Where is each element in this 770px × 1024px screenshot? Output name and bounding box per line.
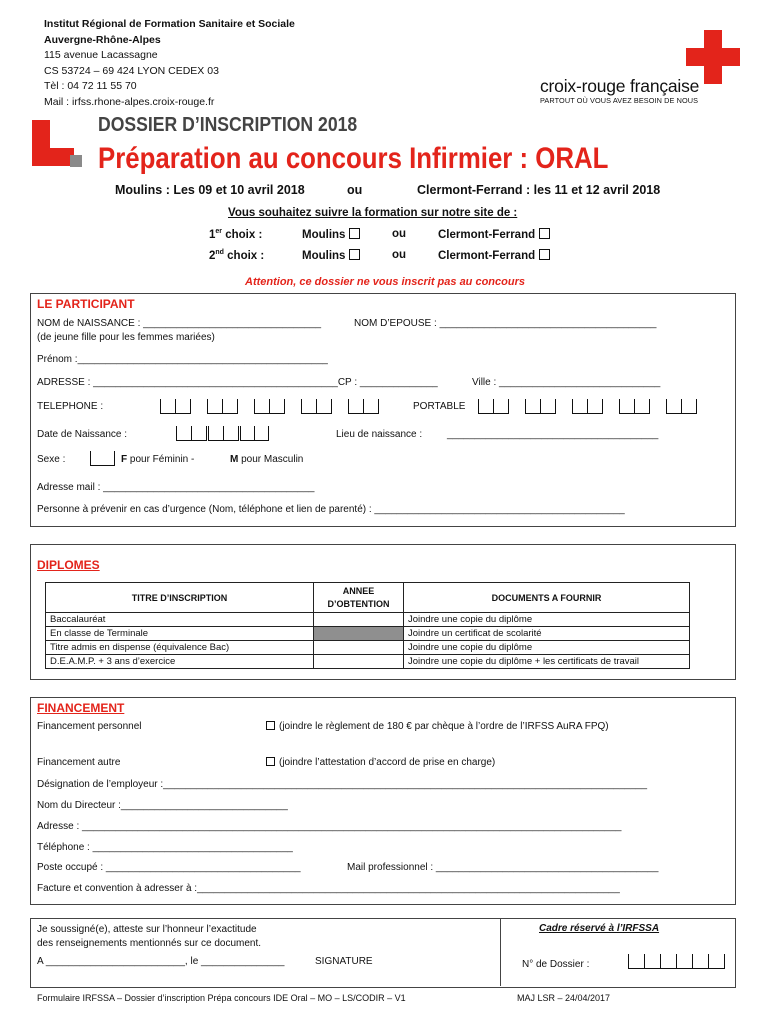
checkbox-icon <box>349 228 360 239</box>
adresse-field[interactable]: ADRESSE : ____________________________________________CP : ______________ <box>37 377 438 388</box>
title-decoration-cut <box>50 120 92 148</box>
poste-field[interactable]: Poste occupé : ___________________________________ <box>37 862 301 873</box>
checkbox-icon <box>539 228 550 239</box>
diplomes-title: DIPLOMES <box>37 558 100 572</box>
prenom-field[interactable]: Prénom :_____________________________________________ <box>37 354 328 365</box>
title-decoration-grey <box>70 155 82 167</box>
financement-autre-option[interactable]: (joindre l’attestation d’accord de prise en charge) <box>266 757 495 768</box>
financement-perso-label: Financement personnel <box>37 721 142 732</box>
sexe-label: Sexe : <box>37 454 66 465</box>
footer-right: MAJ LSR – 24/04/2017 <box>517 993 611 1003</box>
titre-cell: En classe de Terminale <box>46 627 314 641</box>
portable-label: PORTABLE <box>413 401 466 412</box>
titre-cell: Baccalauréat <box>46 613 314 627</box>
header-titre: TITRE D’INSCRIPTION <box>46 583 314 613</box>
organisation-block <box>44 17 295 110</box>
telephone-label: TELEPHONE : <box>37 401 104 412</box>
annee-cell[interactable] <box>314 655 404 669</box>
choice-2-label: 2nd choix : <box>209 249 265 262</box>
cadre-reserve: Cadre réservé à l’IRFSSA <box>539 923 660 934</box>
employeur-field[interactable]: Désignation de l’employeur :_______________________________________________________________________________________ <box>37 779 648 790</box>
dates-ou: ou <box>347 183 363 197</box>
checkbox-icon <box>539 249 550 260</box>
org-phone: Tèl : 04 72 11 55 70 <box>44 80 137 92</box>
attestation-line-2: des renseignements mentionnés sur ce document. <box>37 938 262 949</box>
titre-cell: Titre admis en dispense (équivalence Bac) <box>46 641 314 655</box>
lieu-naissance-label: Lieu de naissance : <box>336 429 423 440</box>
org-address-2: CS 53724 – 69 424 LYON CEDEX 03 <box>44 64 219 77</box>
header-annee: ANNEE D’OBTENTION <box>314 583 404 613</box>
doc-cell: Joindre un certificat de scolarité <box>404 627 690 641</box>
org-address-1: 115 avenue Lacassagne <box>44 49 158 61</box>
annee-cell-disabled <box>314 627 404 641</box>
logo-name: croix-rouge française <box>540 76 700 96</box>
choice-1-label: 1er choix : <box>209 228 263 241</box>
mail-pro-field[interactable]: Mail professionnel : ________________________________________ <box>347 862 659 873</box>
facture-field[interactable]: Facture et convention à adresser à :____________________________________________________________________________ <box>37 883 620 894</box>
dossier-number-cells[interactable] <box>628 954 724 969</box>
sexe-masculin: M pour Masculin <box>230 454 304 465</box>
site-question: Vous souhaitez suivre la formation sur notre site de : <box>228 207 518 219</box>
doc-cell: Joindre une copie du diplôme + les certificats de travail <box>404 655 690 669</box>
lieu-date-field[interactable]: A _________________________, le _______________ <box>37 956 285 967</box>
header-documents: DOCUMENTS A FOURNIR <box>404 583 690 613</box>
choice-1-clermont[interactable]: Clermont-Ferrand <box>438 228 550 241</box>
mail-field[interactable]: Adresse mail : ______________________________________ <box>37 482 315 493</box>
annee-cell[interactable] <box>314 641 404 655</box>
ville-field[interactable]: Ville : _____________________________ <box>472 377 661 388</box>
sexe-cell[interactable] <box>90 451 114 466</box>
warning-text: Attention, ce dossier ne vous inscrit pas au concours <box>245 276 525 288</box>
table-row <box>46 613 690 627</box>
financement-autre-label: Financement autre <box>37 757 121 768</box>
logo-tagline: PARTOUT OÙ VOUS AVEZ BESOIN DE NOUS <box>540 96 699 105</box>
dates-moulins: Moulins : Les 09 et 10 avril 2018 <box>115 183 305 197</box>
org-name: Institut Régional de Formation Sanitaire et Sociale <box>44 18 295 30</box>
sexe-feminin: F pour Féminin - <box>121 454 195 465</box>
lieu-naissance-field[interactable]: ______________________________________ <box>447 429 659 440</box>
checkbox-icon <box>266 757 275 766</box>
choice-2-ou: ou <box>392 249 407 261</box>
signature-divider <box>500 918 501 986</box>
jeune-fille-note: (de jeune fille pour les femmes mariées) <box>37 332 215 343</box>
telephone-cells[interactable] <box>160 399 378 414</box>
org-mail: Mail : irfss.rhone-alpes.croix-rouge.fr <box>44 95 215 108</box>
checkbox-icon <box>349 249 360 260</box>
diplomes-table <box>45 582 690 669</box>
nom-naissance-field[interactable]: NOM de NAISSANCE : ________________________________ <box>37 318 322 329</box>
portable-cells[interactable] <box>478 399 696 414</box>
choice-1-moulins[interactable]: Moulins <box>302 228 360 241</box>
checkbox-icon <box>266 721 275 730</box>
footer-left: Formulaire IRFSSA – Dossier d’inscription Prépa concours IDE Oral – MO – LS/CODIR – V1 <box>37 993 406 1003</box>
date-naissance-cells[interactable] <box>176 426 268 441</box>
titre-cell: D.E.A.M.P. + 3 ans d’exercice <box>46 655 314 669</box>
choice-2-moulins[interactable]: Moulins <box>302 249 360 262</box>
annee-cell[interactable] <box>314 613 404 627</box>
financement-perso-option[interactable]: (joindre le règlement de 180 € par chèque à l’ordre de l’IRFSS AuRA FPQ) <box>266 721 609 732</box>
signature-label: SIGNATURE <box>315 956 373 967</box>
urgence-field[interactable]: Personne à prévenir en cas d’urgence (Nom, téléphone et lien de parenté) : _____________________________________________ <box>37 504 625 515</box>
financement-title: FINANCEMENT <box>37 701 125 715</box>
nom-epouse-field[interactable]: NOM D’EPOUSE : _______________________________________ <box>354 318 657 329</box>
date-naissance-label: Date de Naissance : <box>37 429 128 440</box>
participant-title: LE PARTICIPANT <box>37 297 135 311</box>
doc-cell: Joindre une copie du diplôme <box>404 613 690 627</box>
doc-cell: Joindre une copie du diplôme <box>404 641 690 655</box>
dossier-title: DOSSIER D’INSCRIPTION 2018 <box>98 114 358 136</box>
directeur-field[interactable]: Nom du Directeur :______________________________ <box>37 800 288 811</box>
fin-telephone-field[interactable]: Téléphone : ____________________________________ <box>37 842 293 853</box>
dossier-number-label: N° de Dossier : <box>522 959 590 970</box>
org-region: Auvergne-Rhône-Alpes <box>44 33 161 46</box>
table-row <box>46 627 690 641</box>
choice-1-ou: ou <box>392 228 407 240</box>
attestation-line-1: Je soussigné(e), atteste sur l’honneur l’exactitude <box>37 924 257 935</box>
table-row <box>46 655 690 669</box>
fin-adresse-field[interactable]: Adresse : _________________________________________________________________________________________________ <box>37 821 622 832</box>
table-row <box>46 641 690 655</box>
main-title: Préparation au concours Infirmier : ORAL <box>98 142 609 175</box>
choice-2-clermont[interactable]: Clermont-Ferrand <box>438 249 550 262</box>
dates-clermont: Clermont-Ferrand : les 11 et 12 avril 2018 <box>417 183 661 197</box>
